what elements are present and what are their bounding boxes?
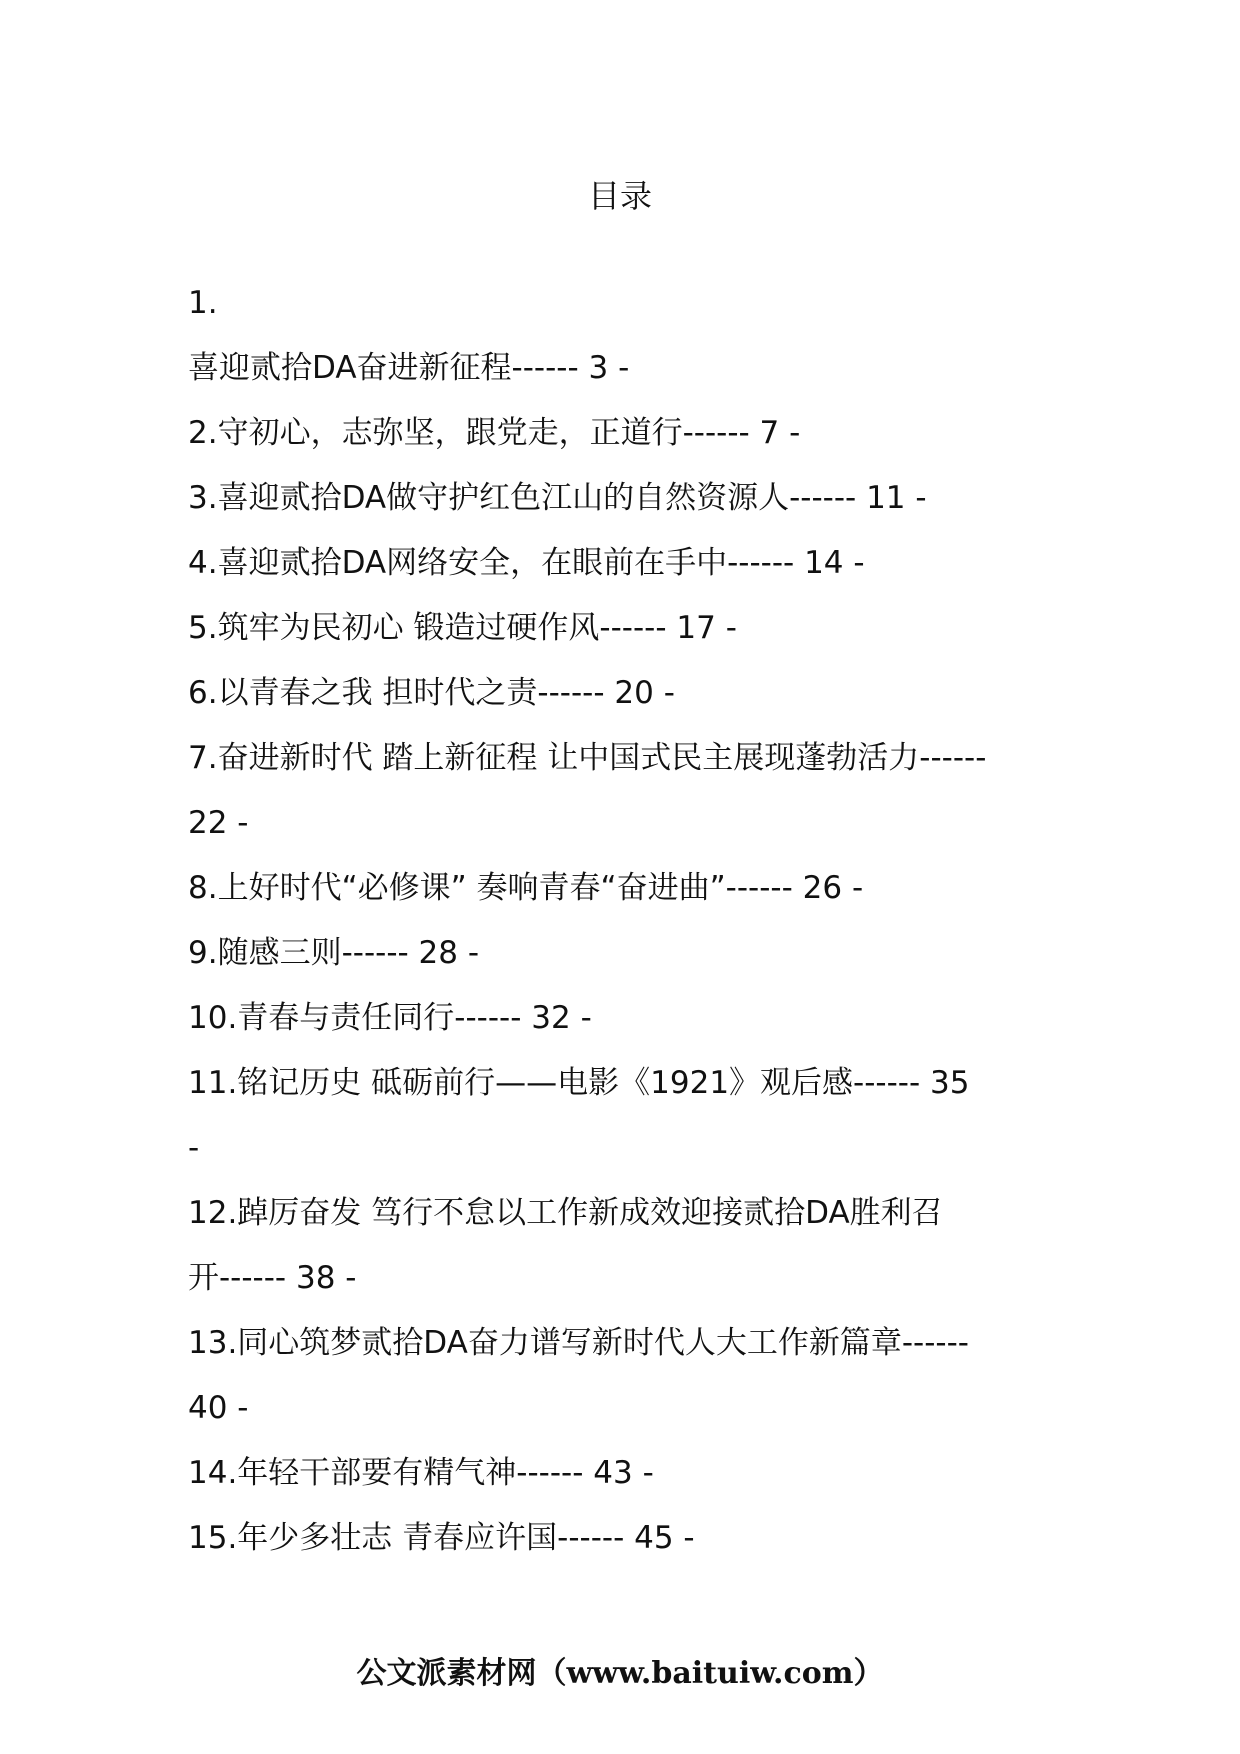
- toc-line: 11.铭记历史 砥砺前行——电影《1921》观后感------ 35: [188, 1065, 970, 1101]
- toc-line: 15.年少多壮志 青春应许国------ 45 -: [188, 1520, 695, 1556]
- toc-line: 13.同心筑梦贰拾DA奋力谱写新时代人大工作新篇章------: [188, 1325, 969, 1361]
- table-of-contents: [188, 271, 1058, 1571]
- toc-line: 开------ 38 -: [188, 1260, 357, 1296]
- toc-line: 9.随感三则------ 28 -: [188, 935, 480, 971]
- toc-line: 5.筑牢为民初心 锻造过硬作风------ 17 -: [188, 610, 737, 646]
- page-title: 目录: [587, 177, 652, 215]
- toc-line: 8.上好时代“必修课” 奏响青春“奋进曲”------ 26 -: [188, 870, 864, 906]
- page-footer: 公文派素材网（www.baituiw.com）: [356, 1656, 884, 1691]
- toc-line: -: [188, 1130, 200, 1166]
- toc-line: 喜迎贰拾DA奋进新征程------ 3 -: [188, 350, 630, 386]
- toc-line: 12.踔厉奋发 笃行不怠以工作新成效迎接贰拾DA胜利召: [188, 1195, 943, 1231]
- toc-line: 4.喜迎贰拾DA网络安全，在眼前在手中------ 14 -: [188, 545, 865, 581]
- toc-line: 6.以青春之我 担时代之责------ 20 -: [188, 675, 675, 711]
- toc-line: 14.年轻干部要有精气神------ 43 -: [188, 1455, 654, 1491]
- toc-line: 10.青春与责任同行------ 32 -: [188, 1000, 592, 1036]
- toc-line: 2.守初心，志弥坚，跟党走，正道行------ 7 -: [188, 415, 801, 451]
- toc-line: 40 -: [188, 1390, 249, 1426]
- toc-line: 7.奋进新时代 踏上新征程 让中国式民主展现蓬勃活力------: [188, 740, 987, 776]
- toc-line: 3.喜迎贰拾DA做守护红色江山的自然资源人------ 11 -: [188, 480, 927, 516]
- toc-line: 22 -: [188, 805, 249, 841]
- toc-line: 1.: [188, 285, 218, 321]
